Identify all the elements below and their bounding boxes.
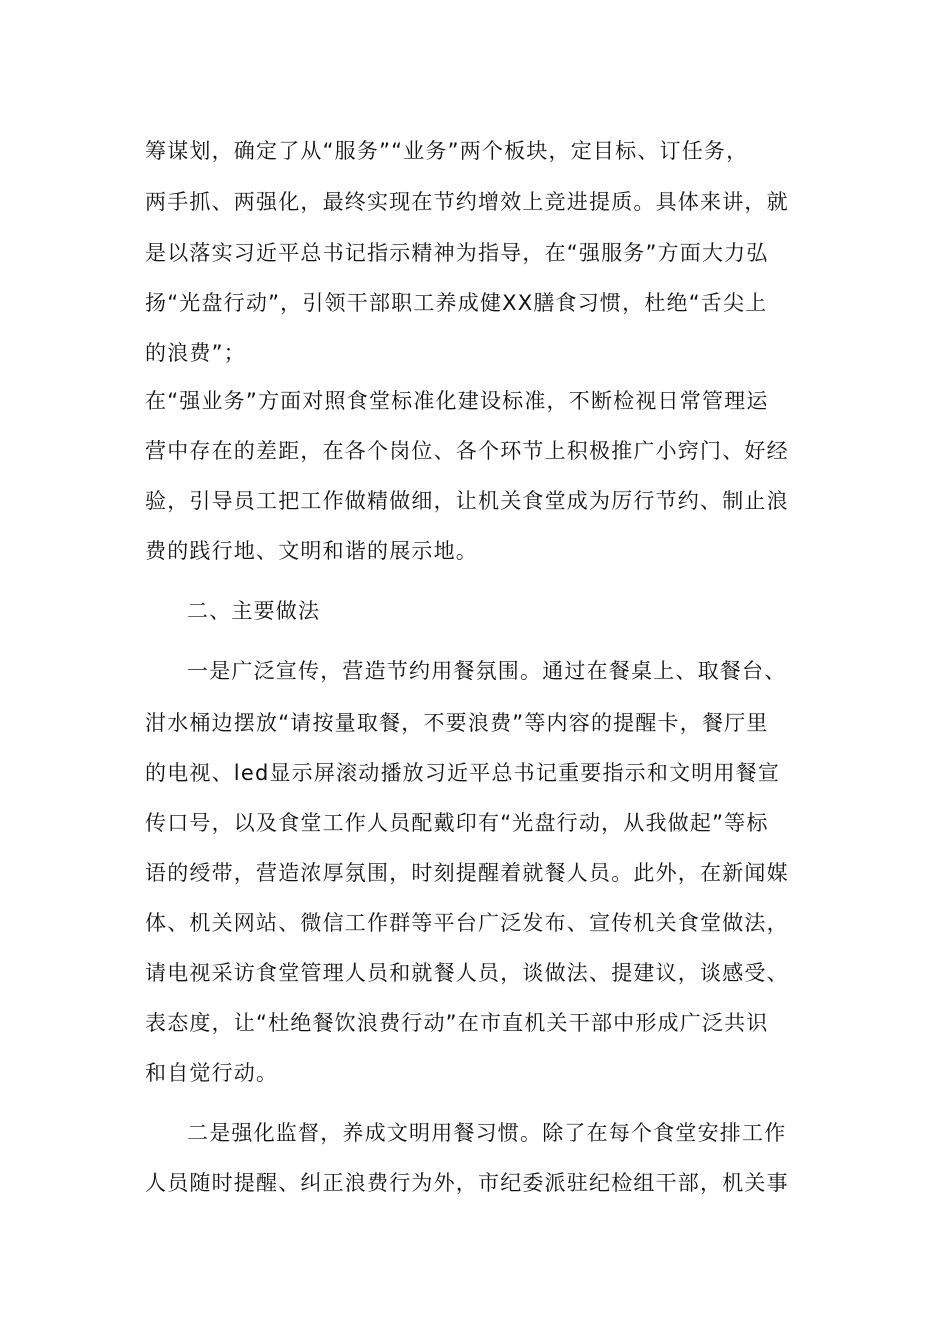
paragraph-2-line-3: 验，引导员工把工作做精做细，让机关食堂成为厉行节约、制止浪 bbox=[145, 489, 789, 513]
paragraph-3-line-8: 表态度，让“杜绝餐饮浪费行动”在市直机关干部中形成广泛共识 bbox=[145, 1011, 769, 1035]
paragraph-3-line-4: 传口号，以及食堂工作人员配戴印有“光盘行动，从我做起”等标 bbox=[145, 811, 769, 835]
paragraph-2-line-1: 在“强业务”方面对照食堂标准化建设标准，不断检视日常管理运 bbox=[145, 389, 769, 413]
paragraph-3-line-5: 语的绶带，营造浓厚氛围，时刻提醒着就餐人员。此外，在新闻媒 bbox=[145, 861, 789, 885]
paragraph-1-line-5: 的浪费”； bbox=[145, 341, 246, 365]
paragraph-1-line-3: 是以落实习近平总书记指示精神为指导，在“强服务”方面大力弘 bbox=[145, 241, 769, 265]
paragraph-4-line-2: 人员随时提醒、纠正浪费行为外，市纪委派驻纪检组干部，机关事 bbox=[145, 1171, 789, 1195]
paragraph-3-line-9: 和自觉行动。 bbox=[145, 1061, 279, 1085]
paragraph-1-line-2: 两手抓、两强化，最终实现在节约增效上竞进提质。具体来讲，就 bbox=[145, 190, 789, 214]
paragraph-3-line-6: 体、机关网站、微信工作群等平台广泛发布、宣传机关食堂做法， bbox=[145, 911, 789, 935]
section-heading: 二、主要做法 bbox=[187, 599, 321, 623]
paragraph-4-line-1: 二是强化监督，养成文明用餐习惯。除了在每个食堂安排工作 bbox=[187, 1121, 787, 1145]
paragraph-3-line-7: 请电视采访食堂管理人员和就餐人员，谈做法、提建议，谈感受、 bbox=[145, 961, 789, 985]
paragraph-1-line-1: 筹谋划，确定了从“服务”“业务”两个板块，定目标、订任务， bbox=[145, 139, 749, 163]
paragraph-2-line-4: 费的践行地、文明和谐的展示地。 bbox=[145, 539, 478, 563]
paragraph-3-line-3: 的电视、led显示屏滚动播放习近平总书记重要指示和文明用餐宣 bbox=[145, 761, 781, 785]
paragraph-3-line-2: 泔水桶边摆放“请按量取餐，不要浪费”等内容的提醒卡，餐厅里 bbox=[145, 711, 769, 735]
paragraph-1-line-4: 扬“光盘行动”，引领干部职工养成健XX膳食习惯，杜绝“舌尖上 bbox=[145, 291, 768, 315]
paragraph-2-line-2: 营中存在的差距，在各个岗位、各个环节上积极推广小窍门、好经 bbox=[145, 439, 789, 463]
paragraph-3-line-1: 一是广泛宣传，营造节约用餐氛围。通过在餐桌上、取餐台、 bbox=[187, 659, 787, 683]
